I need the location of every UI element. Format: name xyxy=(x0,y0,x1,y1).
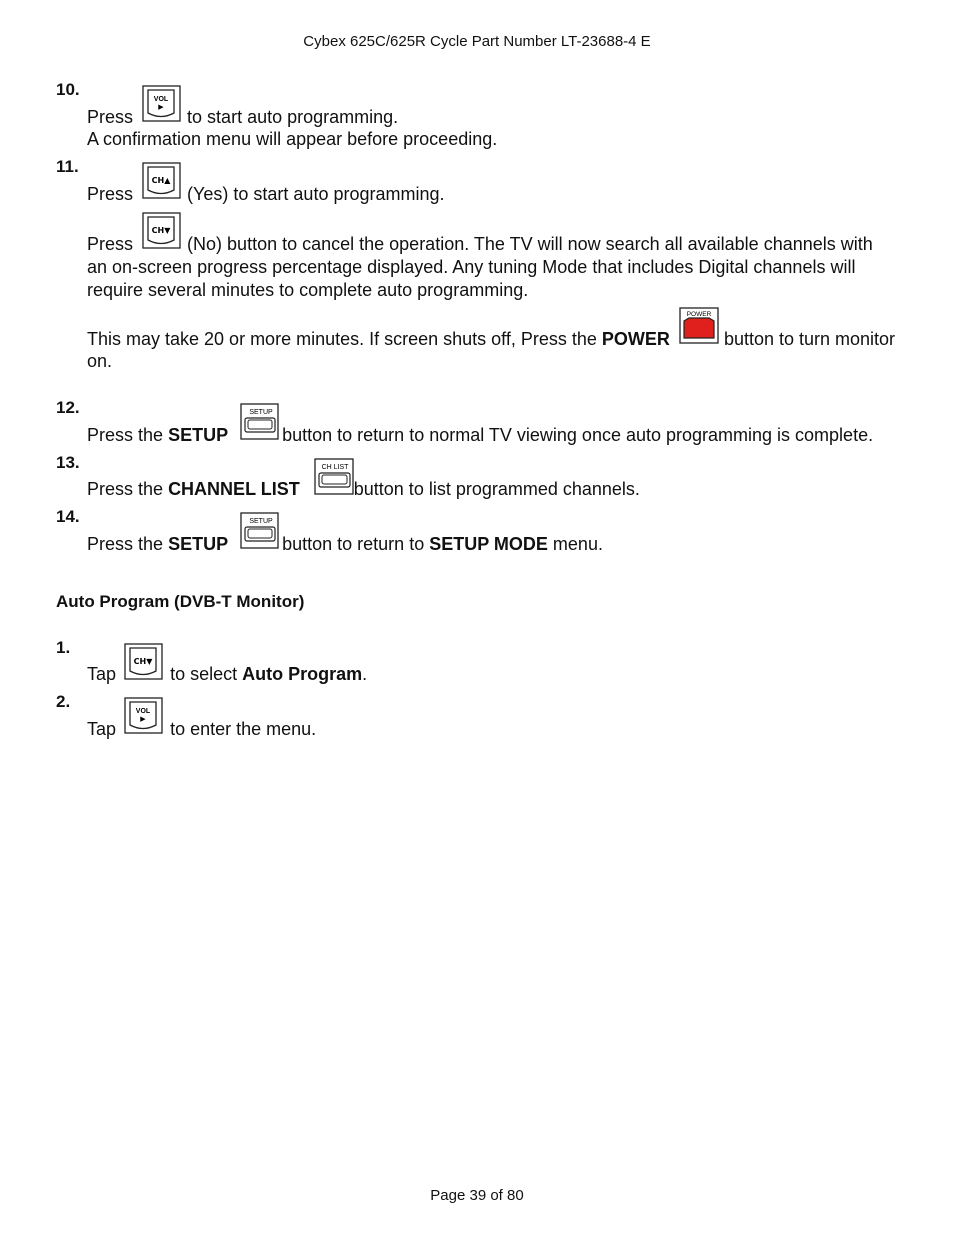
ch-list-label: CH LIST xyxy=(321,464,349,471)
section-step2-line: Tap to enter the menu. xyxy=(87,719,317,739)
arrow-right-glyph: ▶ xyxy=(140,715,146,723)
step11-yes-line: Press (Yes) to start auto programming. xyxy=(87,184,445,204)
setup-label: SETUP xyxy=(249,409,273,416)
step11-power-line: This may take 20 or more minutes. If screen shuts off, Press the POWER button to turn monitor xyxy=(87,329,896,349)
vol-label: VOL xyxy=(153,96,169,103)
power-label: POWER xyxy=(686,311,712,318)
step11-power-line2: on. xyxy=(87,351,113,371)
step-number: 12. xyxy=(56,398,80,417)
ch-up-label: CH▲ xyxy=(151,176,171,185)
ch-down-label: CH▼ xyxy=(151,226,171,235)
arrow-right-glyph: ▶ xyxy=(158,103,164,111)
step10-line1: Press to start auto programming. xyxy=(87,107,399,127)
step-number: 10. xyxy=(56,80,80,99)
step13-line: Press the CHANNEL LIST button to list programmed channels. xyxy=(87,479,640,499)
step-number: 2. xyxy=(56,692,71,711)
setup-label: SETUP xyxy=(249,518,273,525)
step14-line: Press the SETUP button to return to SETUP MODE menu. xyxy=(87,534,603,554)
step10-line2: A confirmation menu will appear before proceeding. xyxy=(87,129,498,149)
step12-line: Press the SETUP button to return to normal TV viewing once auto programming is complete. xyxy=(87,425,874,445)
step-number: 1. xyxy=(56,638,71,657)
page-header: Cybex 625C/625R Cycle Part Number LT-23688-4 E xyxy=(303,33,651,50)
step11-no-line1: Press (No) button to cancel the operation. The TV will now search all available channels with xyxy=(87,234,873,254)
section-heading: Auto Program (DVB-T Monitor) xyxy=(56,592,305,611)
section-step1-line: Tap to select Auto Program. xyxy=(87,664,368,684)
step-number: 13. xyxy=(56,453,80,472)
step-number: 11. xyxy=(56,157,79,176)
step-number: 14. xyxy=(56,507,80,526)
page-footer: Page 39 of 80 xyxy=(430,1187,524,1204)
ch-down-label: CH▼ xyxy=(133,657,153,666)
vol-label: VOL xyxy=(135,708,151,715)
step11-no-continuation: an on-screen progress percentage displayed. Any tuning Mode that includes Digital channels will require several minutes to complete auto programming. xyxy=(87,257,856,300)
